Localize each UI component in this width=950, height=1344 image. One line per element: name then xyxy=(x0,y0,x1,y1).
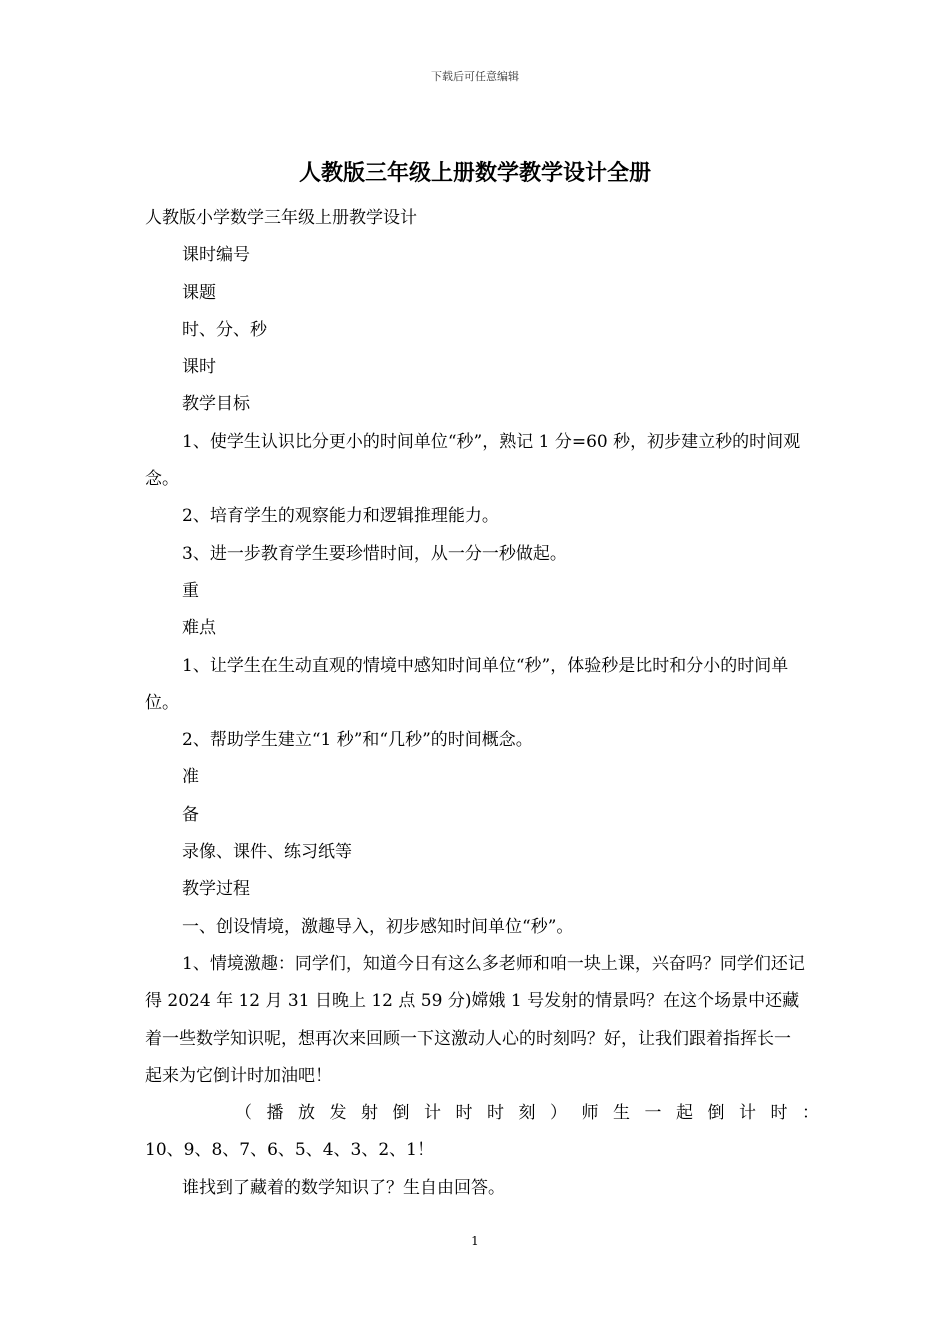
paragraph-topic-label: 课题 xyxy=(182,282,216,303)
paragraph-objective-3: 3、进一步教育学生要珍惜时间，从一分一秒做起。 xyxy=(182,543,567,564)
paragraph-objectives-label: 教学目标 xyxy=(182,394,250,415)
paragraph-materials: 录像、课件、练习纸等 xyxy=(182,842,352,863)
paragraph-situation: 1、情境激趣：同学们，知道今日有这么多老师和咱一块上课，兴奋吗？同学们还记得 2024 年 12 月 31 日晚上 12 点 59 分)嫦娥 1 号发射的情景吗？在这个场景中还藏着一些数学知识呢，想再次来回顾一下这激动人心的时刻吗？好，让我们跟着指挥长一起来为它倒计时加油吧！ xyxy=(145,953,805,1086)
paragraph-period-label: 课时 xyxy=(182,357,216,378)
paragraph-subtitle: 人教版小学数学三年级上册教学设计 xyxy=(145,208,417,228)
paragraph-countdown: 10、9、8、7、6、5、4、3、2、1！ xyxy=(145,1140,434,1161)
paragraph-prep-label-1: 准 xyxy=(182,767,199,788)
paragraph-lesson-number: 课时编号 xyxy=(182,245,250,266)
paragraph-key-point-2: 2、帮助学生建立“1 秒”和“几秒”的时间概念。 xyxy=(182,730,533,751)
paragraph-objective-1: 1、使学生认识比分更小的时间单位“秒”，熟记 1 分=60 秒，初步建立秒的时间观念。 xyxy=(145,431,801,490)
paragraph-objective-2: 2、培育学生的观察能力和逻辑推理能力。 xyxy=(182,506,499,527)
paragraph-topic: 时、分、秒 xyxy=(182,319,267,340)
document-title: 人教版三年级上册数学教学设计全册 xyxy=(298,160,651,186)
page-header: 下载后可任意编辑 xyxy=(431,70,519,83)
paragraph-key-label-2: 难点 xyxy=(182,618,216,639)
paragraph-question: 谁找到了藏着的数学知识了？生自由回答。 xyxy=(182,1177,505,1198)
document-body xyxy=(145,200,834,1207)
paragraph-process-label: 教学过程 xyxy=(182,879,250,900)
page-number: 1 xyxy=(471,1234,479,1248)
paragraph-prep-label-2: 备 xyxy=(182,804,199,825)
paragraph-section-1: 一、创设情境，激趣导入，初步感知时间单位“秒”。 xyxy=(182,916,574,937)
paragraph-key-point-1: 1、让学生在生动直观的情境中感知时间单位“秒”，体验秒是比时和分小的时间单位。 xyxy=(145,655,789,713)
paragraph-countdown-intro: （播放发射倒计时时刻）师生一起倒计时： xyxy=(235,1103,834,1124)
paragraph-key-label-1: 重 xyxy=(182,580,199,601)
